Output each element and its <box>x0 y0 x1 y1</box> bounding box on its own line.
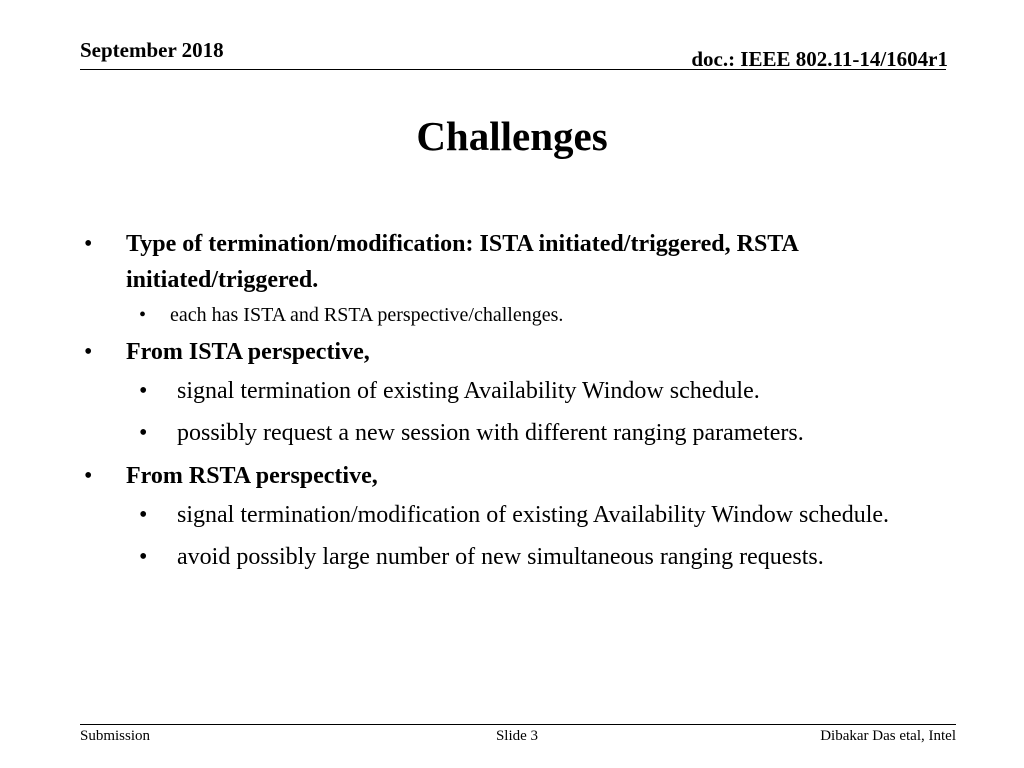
bullet-dot-icon: • <box>139 544 148 570</box>
bullet-list <box>84 226 954 582</box>
header-date: September 2018 <box>80 38 224 62</box>
bullet-text: From RSTA perspective, <box>126 463 378 489</box>
bullet-dot-icon: • <box>139 304 147 326</box>
bullet-level2 <box>84 302 954 328</box>
bullet-dot-icon: • <box>139 378 148 404</box>
bullet-level1 <box>84 334 954 370</box>
bullet-text: avoid possibly large number of new simultaneous ranging requests. <box>177 544 824 570</box>
bullet-dot-icon: • <box>84 339 93 365</box>
bullet-level2 <box>84 416 954 450</box>
footer-slide-number: Slide 3 <box>495 728 539 744</box>
bullet-text: each has ISTA and RSTA perspective/challenges. <box>170 304 564 326</box>
footer-divider <box>80 724 956 725</box>
bullet-dot-icon: • <box>84 231 93 257</box>
bullet-text: From ISTA perspective, <box>126 339 370 365</box>
bullet-text: Type of termination/modification: ISTA initiated/triggered, RSTA initiated/triggered. <box>126 231 798 293</box>
bullet-level1 <box>84 458 954 494</box>
slide-title: Challenges <box>416 113 608 159</box>
bullet-text: possibly request a new session with different ranging parameters. <box>177 420 804 446</box>
bullet-dot-icon: • <box>84 463 93 489</box>
footer-submission: Submission <box>80 728 151 744</box>
bullet-dot-icon: • <box>139 502 148 528</box>
bullet-level2 <box>84 498 954 532</box>
bullet-level2 <box>84 540 954 574</box>
bullet-text: signal termination of existing Availability Window schedule. <box>177 378 760 404</box>
footer-author: Dibakar Das etal, Intel <box>820 728 956 744</box>
bullet-level1 <box>84 226 954 298</box>
header-divider <box>80 69 946 70</box>
bullet-text: signal termination/modification of existing Availability Window schedule. <box>177 502 890 528</box>
bullet-level2 <box>84 374 954 408</box>
header-doc-id: doc.: IEEE 802.11-14/1604r1 <box>691 47 948 71</box>
bullet-dot-icon: • <box>139 420 148 446</box>
